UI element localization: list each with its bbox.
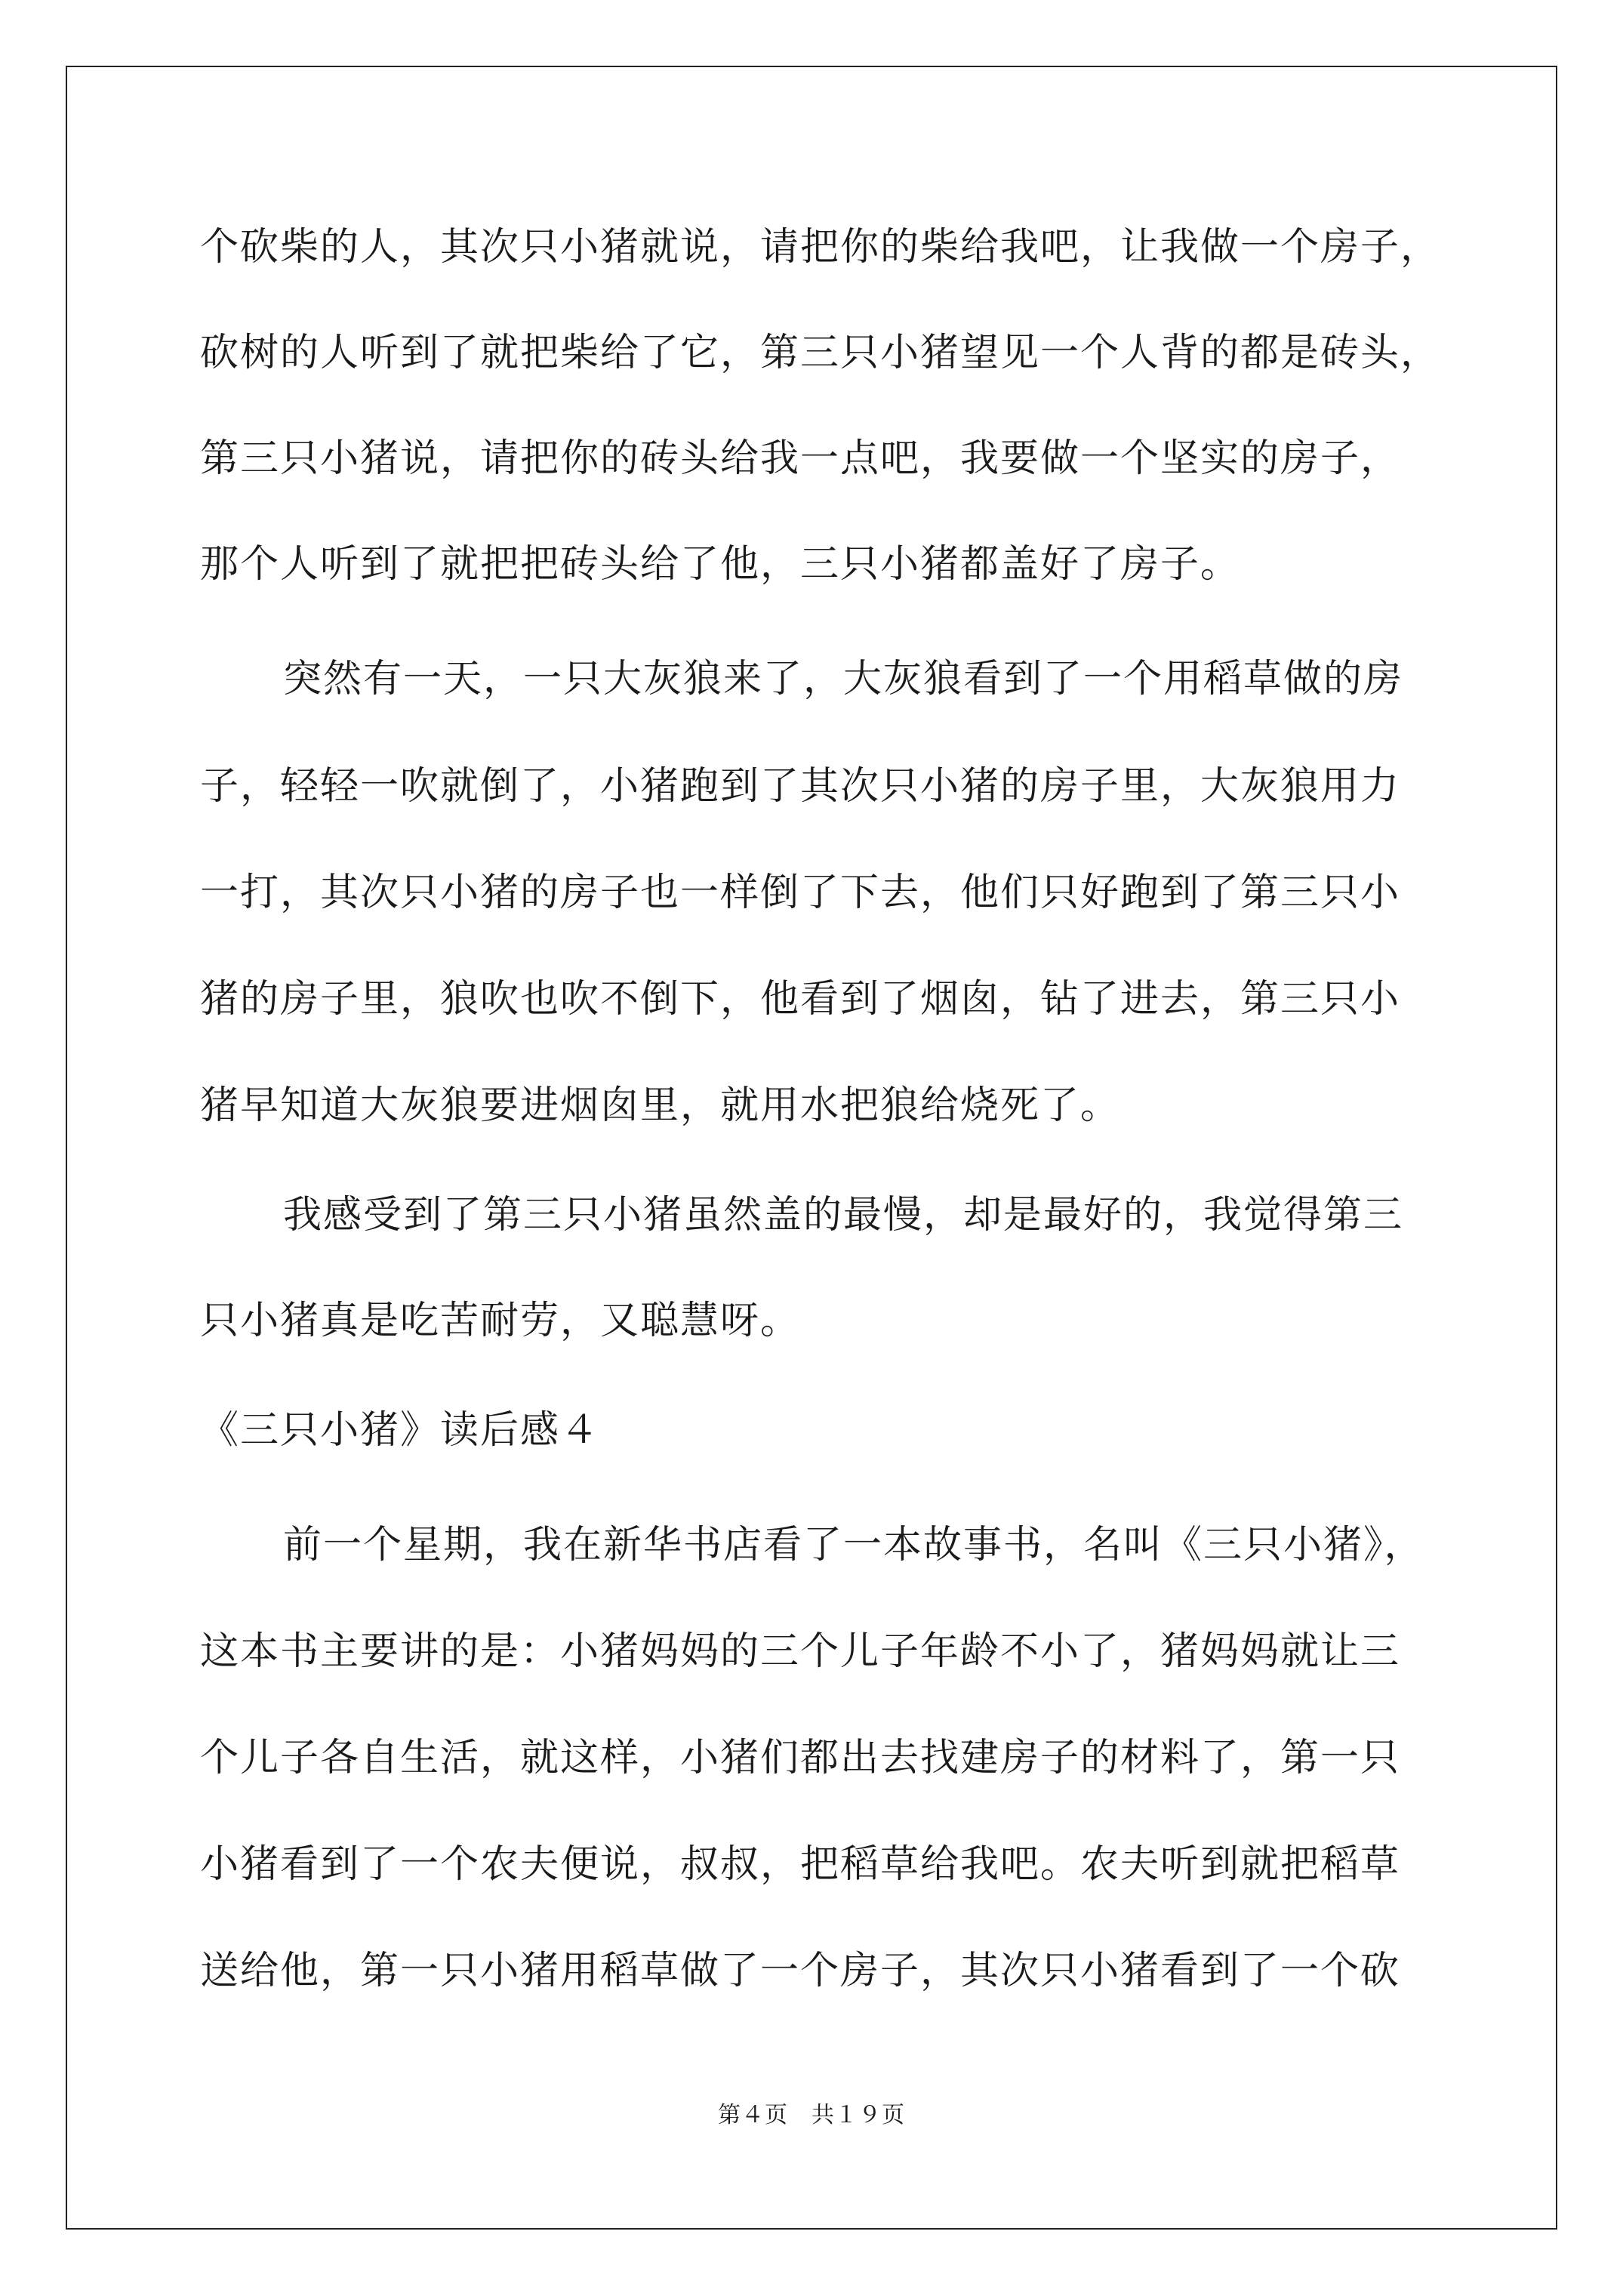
- paragraph-line: 我感受到了第三只小猪虽然盖的最慢，却是最好的，我觉得第三: [283, 1193, 1404, 1237]
- paragraph-line: 突然有一天，一只大灰狼来了，大灰狼看到了一个用稻草做的房: [283, 657, 1404, 701]
- paragraph-line: 猪早知道大灰狼要进烟囱里，就用水把狼给烧死了。: [200, 1083, 1121, 1128]
- paragraph-line: 猪的房子里，狼吹也吹不倒下，他看到了烟囱，钻了进去，第三只小: [200, 977, 1401, 1022]
- paragraph-line: 一打，其次只小猪的房子也一样倒了下去，他们只好跑到了第三只小: [200, 871, 1401, 915]
- paragraph-line: 送给他，第一只小猪用稻草做了一个房子，其次只小猪看到了一个砍: [200, 1949, 1401, 1993]
- page-footer: 第４页 共１９页: [718, 2102, 905, 2128]
- paragraph-line: 小猪看到了一个农夫便说，叔叔，把稻草给我吧。农夫听到就把稻草: [200, 1842, 1401, 1887]
- paragraph-line: 前一个星期，我在新华书店看了一本故事书，名叫《三只小猪》，: [283, 1523, 1424, 1567]
- paragraph-line: 这本书主要讲的是：小猪妈妈的三个儿子年龄不小了，猪妈妈就让三: [200, 1629, 1401, 1674]
- page-frame: [66, 66, 1557, 2230]
- paragraph-line: 个儿子各自生活，就这样，小猪们都出去找建房子的材料了，第一只: [200, 1736, 1401, 1780]
- section-heading: 《三只小猪》读后感４: [200, 1408, 601, 1453]
- paragraph-line: 子，轻轻一吹就倒了，小猪跑到了其次只小猪的房子里，大灰狼用力: [200, 764, 1401, 809]
- paragraph-line: 只小猪真是吃苦耐劳，又聪慧呀。: [200, 1299, 801, 1343]
- paragraph-line: 第三只小猪说，请把你的砖头给我一点吧，我要做一个坚实的房子，: [200, 436, 1401, 481]
- paragraph-line: 砍树的人听到了就把柴给了它，第三只小猪望见一个人背的都是砖头，: [200, 331, 1441, 375]
- paragraph-line: 那个人听到了就把把砖头给了他，三只小猪都盖好了房子。: [200, 542, 1241, 587]
- paragraph-line: 个砍柴的人，其次只小猪就说，请把你的柴给我吧，让我做一个房子，: [200, 225, 1441, 270]
